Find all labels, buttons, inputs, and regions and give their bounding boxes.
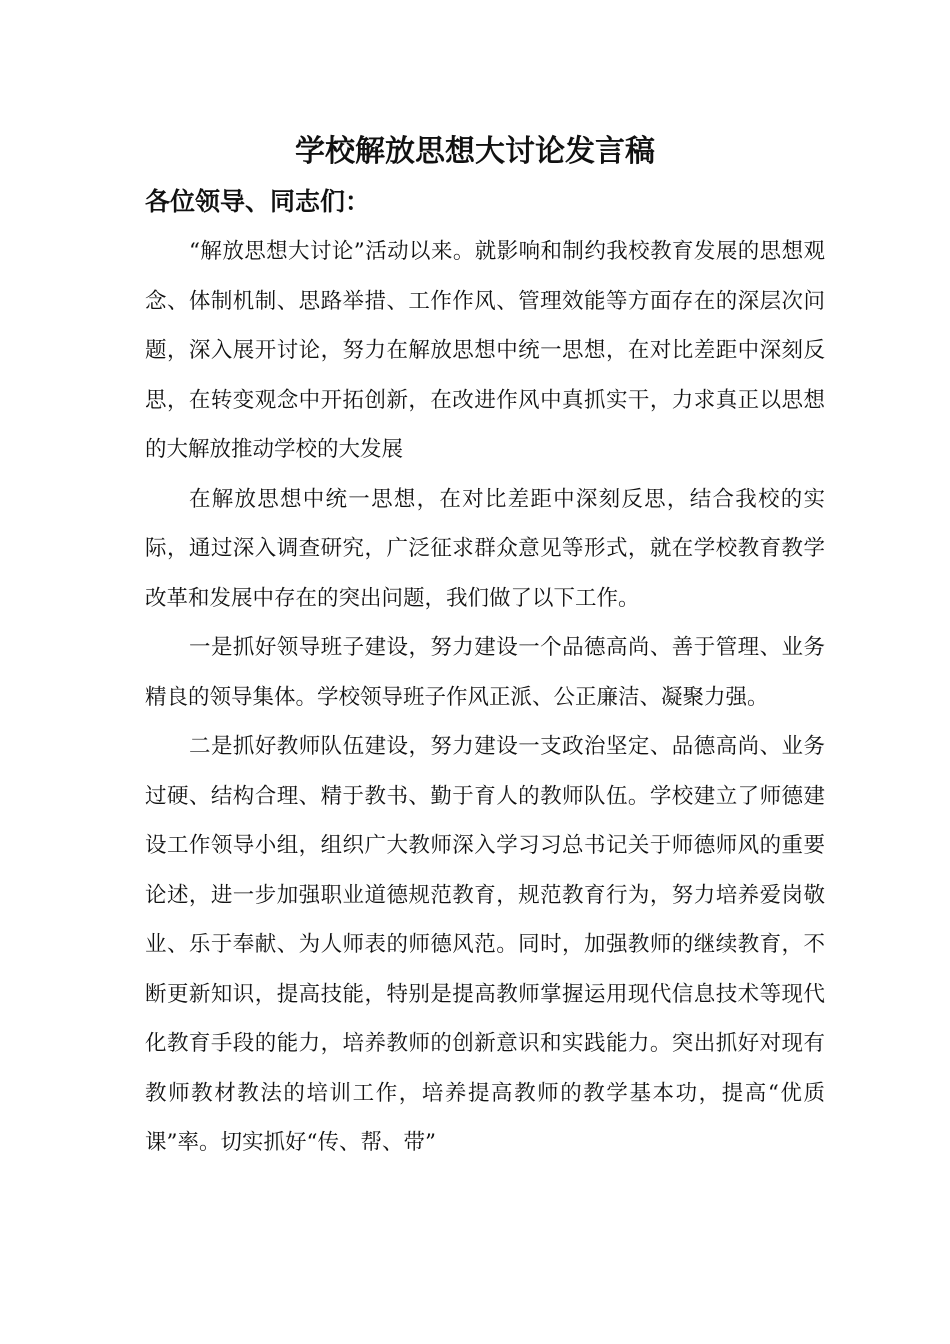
- paragraph-teachers: 二是抓好教师队伍建设，努力建设一支政治坚定、品德高尚、业务过硬、结构合理、精于教书、勤于育人的教师队伍。学校建立了师德建设工作领导小组，组织广大教师深入学习习总书记关于师德师风的重要论述，进一步加强职业道德规范教育，规范教育行为，努力培养爱岗敬业、乐于奉献、为人师表的师德风范。同时，加强教师的继续教育，不断更新知识，提高技能，特别是提高教师掌握运用现代信息技术等现代化教育手段的能力，培养教师的创新意识和实践能力。突出抓好对现有教师教材教法的培训工作，培养提高教师的教学基本功，提高“优质课”率。切实抓好“传、帮、带”: [145, 734, 825, 1155]
- paragraph-leadership: 一是抓好领导班子建设，努力建设一个品德高尚、善于管理、业务精良的领导集体。学校领导班子作风正派、公正廉洁、凝聚力强。: [145, 635, 825, 710]
- salutation: 各位领导、同志们：: [145, 187, 371, 216]
- paragraph-intro: “解放思想大讨论”活动以来。就影响和制约我校教育发展的思想观念、体制机制、思路举措、工作作风、管理效能等方面存在的深层次问题，深入展开讨论，努力在解放思想中统一思想，在对比差距中深刻反思，在转变观念中开拓创新，在改进作风中真抓实干，力求真正以思想的大解放推动学校的大发展: [145, 239, 825, 462]
- document-body: [145, 227, 825, 1168]
- paragraph-reflection: 在解放思想中统一思想，在对比差距中深刻反思，结合我校的实际，通过深入调查研究，广泛征求群众意见等形式，就在学校教育教学改革和发展中存在的突出问题，我们做了以下工作。: [145, 486, 825, 611]
- document-title: 学校解放思想大讨论发言稿: [295, 134, 655, 169]
